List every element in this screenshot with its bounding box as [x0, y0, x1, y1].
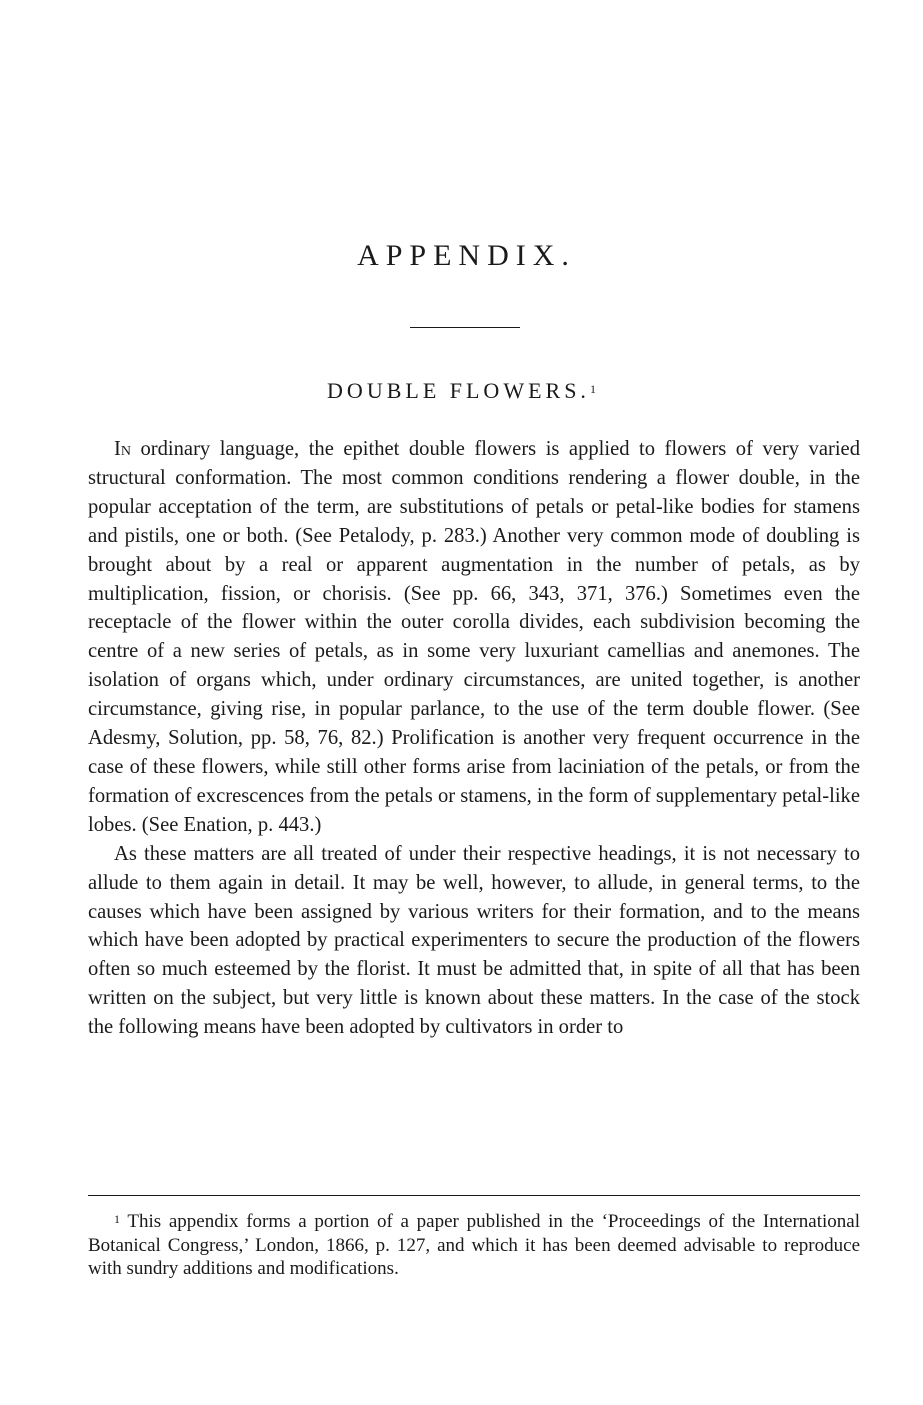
paragraph-2 [88, 840, 860, 1042]
section-heading [0, 377, 923, 405]
footnote-mark: 1 [114, 1212, 120, 1226]
footnote [88, 1210, 860, 1281]
paragraph-1-text: ordinary language, the epithet double flowers is applied to flowers of very varied structural conformation. The most common conditions rendering a flower double, in the popular acceptation of the term, are substitutions of petals or petal-like bodies for stamens and pistils, one or both. (See Petalody, p. 283.) Another very common mode of doubling is brought about by a real or apparent augmentation in the number of petals, as by multiplication, fission, or chorisis. (See pp. 66, 343, 371, 376.) Sometimes even the receptacle of the flower within the outer corolla divides, each subdivision becoming the centre of a new series of petals, as in some very luxuriant camellias and anemones. The isolation of organs which, under ordinary circumstances, are united together, is another circumstance, giving rise, in popular parlance, to the use of the term double flower. (See Adesmy, Solution, pp. 58, 76, 82.) Prolification is another very frequent occurrence in the case of these flowers, while still other forms arise from laciniation of the petals, or from the formation of excrescences from the petals or stamens, in the form of supplementary petal-like lobes. (See Enation, p. 443.) [88, 438, 860, 836]
paragraph-1 [88, 435, 860, 840]
footnote-divider [88, 1195, 860, 1196]
footnote-text: This appendix forms a portion of a paper published in the ‘Proceedings of the International Botanical Congress,’ London, 1866, p. 127, and which it has been deemed advisable to reproduce with sundry additions and modifications. [88, 1211, 860, 1279]
heading-footnote-mark: 1 [589, 382, 596, 396]
title-divider [410, 327, 520, 328]
body-text [88, 435, 860, 1042]
page-title: APPENDIX. [357, 239, 576, 272]
paragraph-2-text: As these matters are all treated of under their respective headings, it is not necessary to allude to them again in detail. It may be well, however, to allude, in general terms, to the causes which have been assigned by various writers for their formation, and to the means which have been adopted by practical experimenters to secure the production of the flowers often so much esteemed by the florist. It must be admitted that, in spite of all that has been written on the subject, but very little is known about these matters. In the case of the stock the following means have been adopted by cultivators in order to [88, 842, 860, 1039]
paragraph-lead-word: In [114, 438, 131, 460]
section-heading-text: DOUBLE FLOWERS. [327, 378, 590, 403]
